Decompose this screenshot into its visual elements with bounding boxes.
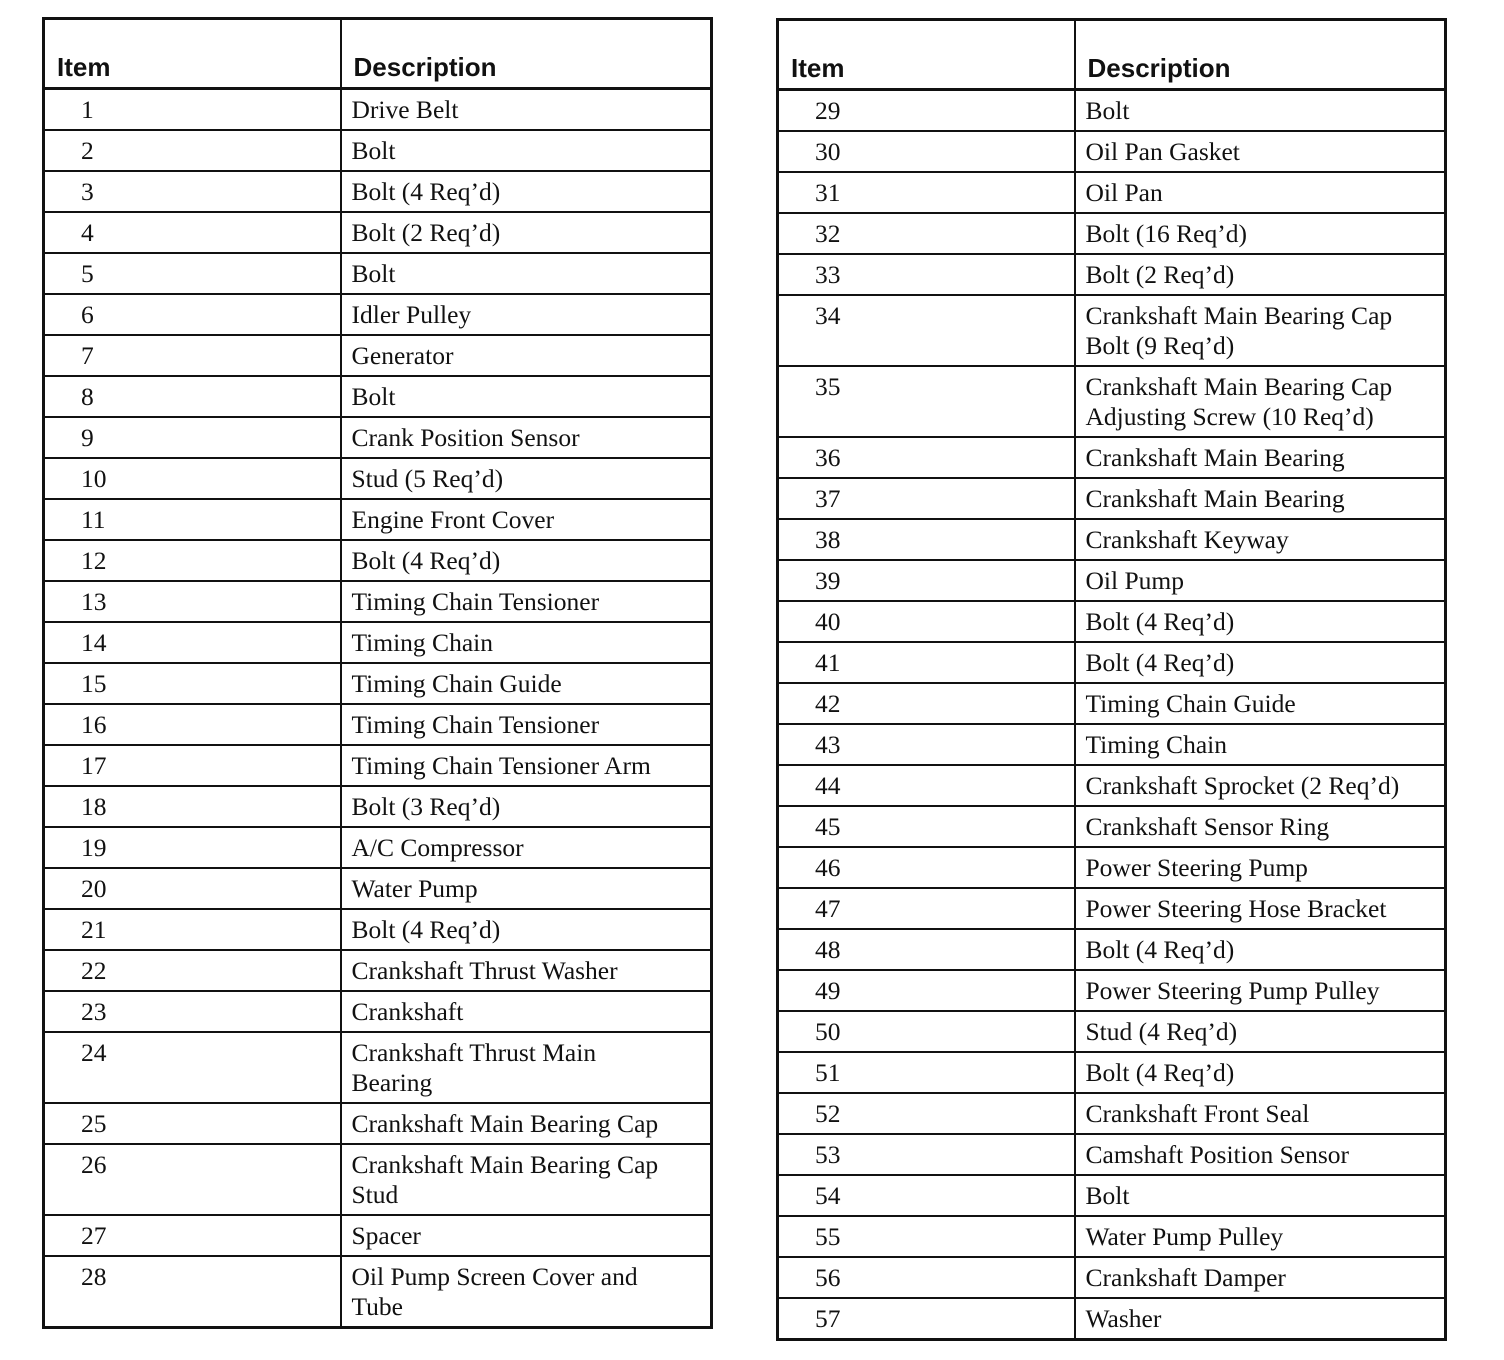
description-cell — [341, 1256, 712, 1328]
table-row — [44, 1144, 712, 1215]
table-row — [44, 868, 712, 909]
description-cell — [1075, 131, 1446, 172]
description-line: Oil Pan Gasket — [1085, 137, 1240, 166]
description-cell — [1075, 366, 1446, 437]
description-line: Crankshaft Sprocket (2 Req’d) — [1085, 771, 1400, 800]
item-number-cell: 16 — [44, 704, 341, 745]
description-cell — [1075, 806, 1446, 847]
table-row — [44, 294, 712, 335]
table-row — [44, 89, 712, 131]
table-row — [44, 663, 712, 704]
description-cell — [1075, 1298, 1446, 1340]
item-number-cell: 30 — [778, 131, 1075, 172]
item-number-cell: 18 — [44, 786, 341, 827]
item-number-cell: 14 — [44, 622, 341, 663]
item-number-cell: 39 — [778, 560, 1075, 601]
description-cell — [341, 786, 712, 827]
description-line: Timing Chain — [1085, 730, 1227, 759]
table-row — [44, 581, 712, 622]
description-cell — [341, 212, 712, 253]
description-line: Bolt — [1085, 1181, 1130, 1210]
table-row — [778, 683, 1446, 724]
item-number-cell: 32 — [778, 213, 1075, 254]
description-cell — [1075, 1011, 1446, 1052]
description-cell — [341, 827, 712, 868]
table-row — [44, 540, 712, 581]
item-number-cell: 8 — [44, 376, 341, 417]
description-cell — [341, 1032, 712, 1103]
description-cell — [341, 335, 712, 376]
table-row — [44, 171, 712, 212]
table-row — [778, 1134, 1446, 1175]
table-row — [44, 376, 712, 417]
description-cell — [1075, 213, 1446, 254]
item-number-cell: 11 — [44, 499, 341, 540]
description-cell — [341, 909, 712, 950]
table-row — [778, 970, 1446, 1011]
table-row — [44, 1032, 712, 1103]
item-number-cell: 54 — [778, 1175, 1075, 1216]
item-number-cell: 23 — [44, 991, 341, 1032]
description-line: Power Steering Pump — [1085, 853, 1308, 882]
table-row — [778, 765, 1446, 806]
description-line: Crankshaft Keyway — [1085, 525, 1289, 554]
item-number-cell: 42 — [778, 683, 1075, 724]
table-row — [778, 929, 1446, 970]
table-row — [778, 478, 1446, 519]
item-column-header: Item — [44, 19, 341, 89]
description-line: Crank Position Sensor — [351, 423, 580, 452]
item-number-cell: 26 — [44, 1144, 341, 1215]
description-cell — [1075, 560, 1446, 601]
item-number-cell: 15 — [44, 663, 341, 704]
description-cell — [341, 581, 712, 622]
table-row — [44, 1256, 712, 1328]
description-cell — [341, 540, 712, 581]
description-column-header: Description — [341, 19, 712, 89]
item-number-cell: 48 — [778, 929, 1075, 970]
item-number-cell: 51 — [778, 1052, 1075, 1093]
description-cell — [341, 663, 712, 704]
table-row — [778, 1175, 1446, 1216]
table-row — [44, 499, 712, 540]
description-line: Crankshaft Main Bearing — [1085, 443, 1345, 472]
description-line: Crankshaft Front Seal — [1085, 1099, 1310, 1128]
description-line: Bolt (4 Req’d) — [1085, 935, 1235, 964]
table-row — [44, 909, 712, 950]
item-number-cell: 50 — [778, 1011, 1075, 1052]
description-line: Timing Chain Tensioner — [351, 587, 600, 616]
item-number-cell: 24 — [44, 1032, 341, 1103]
item-number-cell: 27 — [44, 1215, 341, 1256]
description-line: Spacer — [351, 1221, 421, 1250]
item-number-cell: 17 — [44, 745, 341, 786]
description-line: Oil Pump — [1085, 566, 1184, 595]
item-number-cell: 45 — [778, 806, 1075, 847]
item-number-cell: 40 — [778, 601, 1075, 642]
description-line: Crankshaft Main Bearing Cap — [351, 1150, 659, 1179]
description-cell — [1075, 295, 1446, 366]
table-row — [778, 1216, 1446, 1257]
table-row — [44, 1103, 712, 1144]
description-line: Crankshaft Main Bearing Cap — [1085, 372, 1393, 401]
description-cell — [341, 622, 712, 663]
parts-table-right — [776, 18, 1447, 1341]
description-cell — [1075, 970, 1446, 1011]
description-cell — [341, 1144, 712, 1215]
description-cell — [1075, 1134, 1446, 1175]
table-row — [778, 254, 1446, 295]
item-number-cell: 55 — [778, 1216, 1075, 1257]
description-line: Timing Chain — [351, 628, 493, 657]
description-line: Bolt (4 Req’d) — [351, 177, 501, 206]
item-number-cell: 1 — [44, 89, 341, 131]
description-line: Crankshaft Main Bearing — [1085, 484, 1345, 513]
item-number-cell: 35 — [778, 366, 1075, 437]
description-line: Timing Chain Tensioner Arm — [351, 751, 651, 780]
description-line: Crankshaft Thrust Washer — [351, 956, 618, 985]
item-number-cell: 13 — [44, 581, 341, 622]
description-line: Timing Chain Guide — [1085, 689, 1296, 718]
item-number-cell: 28 — [44, 1256, 341, 1328]
description-cell — [1075, 172, 1446, 213]
description-cell — [341, 704, 712, 745]
description-line: A/C Compressor — [351, 833, 524, 862]
table-row — [44, 950, 712, 991]
description-line: Bolt (2 Req’d) — [1085, 260, 1235, 289]
description-cell — [1075, 601, 1446, 642]
description-line: Stud (4 Req’d) — [1085, 1017, 1238, 1046]
table-body — [778, 90, 1446, 1340]
table-row — [778, 724, 1446, 765]
description-line: Bolt — [351, 382, 396, 411]
description-cell — [341, 376, 712, 417]
table-row — [44, 991, 712, 1032]
description-line: Stud (5 Req’d) — [351, 464, 504, 493]
table-row — [778, 131, 1446, 172]
item-number-cell: 37 — [778, 478, 1075, 519]
table-header-row — [44, 19, 712, 89]
description-line: Bolt (4 Req’d) — [1085, 648, 1235, 677]
description-line: Camshaft Position Sensor — [1085, 1140, 1350, 1169]
description-line: Timing Chain Tensioner — [351, 710, 600, 739]
description-line: Stud — [351, 1180, 399, 1209]
table-row — [778, 847, 1446, 888]
description-line: Bolt (4 Req’d) — [351, 915, 501, 944]
description-cell — [1075, 847, 1446, 888]
item-number-cell: 22 — [44, 950, 341, 991]
description-line: Engine Front Cover — [351, 505, 555, 534]
table-row — [778, 601, 1446, 642]
table-body — [44, 89, 712, 1328]
description-line: Bolt (2 Req’d) — [351, 218, 501, 247]
description-line: Oil Pan — [1085, 178, 1163, 207]
table-row — [778, 888, 1446, 929]
description-line: Power Steering Pump Pulley — [1085, 976, 1380, 1005]
description-line: Bolt (4 Req’d) — [351, 546, 501, 575]
description-cell — [341, 991, 712, 1032]
description-line: Water Pump — [351, 874, 478, 903]
item-number-cell: 29 — [778, 90, 1075, 132]
table-row — [778, 560, 1446, 601]
table-row — [778, 366, 1446, 437]
item-number-cell: 9 — [44, 417, 341, 458]
description-cell — [341, 458, 712, 499]
description-line: Bolt (9 Req’d) — [1085, 331, 1235, 360]
description-cell — [341, 253, 712, 294]
description-line: Bolt — [1085, 96, 1130, 125]
item-number-cell: 49 — [778, 970, 1075, 1011]
table-header-row — [778, 20, 1446, 90]
item-number-cell: 34 — [778, 295, 1075, 366]
table-row — [778, 213, 1446, 254]
description-cell — [1075, 1093, 1446, 1134]
table-row — [778, 642, 1446, 683]
item-number-cell: 19 — [44, 827, 341, 868]
description-cell — [341, 868, 712, 909]
table-row — [44, 458, 712, 499]
item-number-cell: 21 — [44, 909, 341, 950]
description-line: Idler Pulley — [351, 300, 472, 329]
table-row — [778, 519, 1446, 560]
description-line: Adjusting Screw (10 Req’d) — [1085, 402, 1374, 431]
item-number-cell: 31 — [778, 172, 1075, 213]
table-row — [778, 90, 1446, 132]
description-cell — [1075, 929, 1446, 970]
table-row — [778, 1257, 1446, 1298]
description-line: Timing Chain Guide — [351, 669, 562, 698]
description-line: Crankshaft Thrust Main — [351, 1038, 597, 1067]
table-row — [44, 786, 712, 827]
item-number-cell: 2 — [44, 130, 341, 171]
table-row — [778, 1093, 1446, 1134]
table-row — [778, 295, 1446, 366]
description-column-header: Description — [1075, 20, 1446, 90]
description-cell — [1075, 1175, 1446, 1216]
description-cell — [341, 745, 712, 786]
table-row — [778, 1011, 1446, 1052]
description-cell — [1075, 1052, 1446, 1093]
description-line: Water Pump Pulley — [1085, 1222, 1284, 1251]
description-cell — [1075, 724, 1446, 765]
table-row — [44, 827, 712, 868]
table-row — [44, 704, 712, 745]
item-number-cell: 7 — [44, 335, 341, 376]
description-cell — [341, 950, 712, 991]
description-cell — [1075, 1257, 1446, 1298]
table-row — [778, 437, 1446, 478]
item-number-cell: 25 — [44, 1103, 341, 1144]
item-number-cell: 52 — [778, 1093, 1075, 1134]
description-cell — [341, 417, 712, 458]
description-cell — [1075, 683, 1446, 724]
description-line: Crankshaft Main Bearing Cap — [1085, 301, 1393, 330]
item-number-cell: 10 — [44, 458, 341, 499]
description-line: Drive Belt — [351, 95, 459, 124]
item-number-cell: 3 — [44, 171, 341, 212]
description-cell — [341, 1103, 712, 1144]
description-line: Generator — [351, 341, 454, 370]
table-row — [44, 130, 712, 171]
description-line: Bolt (4 Req’d) — [1085, 607, 1235, 636]
description-line: Crankshaft Sensor Ring — [1085, 812, 1330, 841]
description-line: Bolt — [351, 136, 396, 165]
description-line: Crankshaft — [351, 997, 464, 1026]
description-cell — [1075, 1216, 1446, 1257]
description-cell — [341, 294, 712, 335]
description-line: Crankshaft Damper — [1085, 1263, 1286, 1292]
description-cell — [1075, 437, 1446, 478]
item-number-cell: 33 — [778, 254, 1075, 295]
item-column-header: Item — [778, 20, 1075, 90]
table-row — [44, 335, 712, 376]
item-number-cell: 46 — [778, 847, 1075, 888]
description-cell — [341, 1215, 712, 1256]
description-line: Power Steering Hose Bracket — [1085, 894, 1387, 923]
parts-table-left — [42, 17, 713, 1329]
table-row — [44, 745, 712, 786]
item-number-cell: 36 — [778, 437, 1075, 478]
description-cell — [1075, 254, 1446, 295]
item-number-cell: 53 — [778, 1134, 1075, 1175]
table-row — [44, 1215, 712, 1256]
description-cell — [1075, 765, 1446, 806]
description-cell — [1075, 519, 1446, 560]
table-row — [778, 1052, 1446, 1093]
item-number-cell: 44 — [778, 765, 1075, 806]
item-number-cell: 56 — [778, 1257, 1075, 1298]
item-number-cell: 20 — [44, 868, 341, 909]
description-cell — [1075, 888, 1446, 929]
description-cell — [1075, 642, 1446, 683]
table-row — [778, 1298, 1446, 1340]
description-line: Bearing — [351, 1068, 433, 1097]
table-row — [778, 806, 1446, 847]
description-cell — [341, 130, 712, 171]
description-line: Washer — [1085, 1304, 1162, 1333]
table-row — [44, 417, 712, 458]
item-number-cell: 47 — [778, 888, 1075, 929]
item-number-cell: 5 — [44, 253, 341, 294]
description-line: Bolt — [351, 259, 396, 288]
table-row — [44, 622, 712, 663]
description-cell — [341, 89, 712, 131]
description-line: Bolt (4 Req’d) — [1085, 1058, 1235, 1087]
table-row — [778, 172, 1446, 213]
item-number-cell: 4 — [44, 212, 341, 253]
description-cell — [1075, 90, 1446, 132]
table-row — [44, 212, 712, 253]
description-line: Bolt (16 Req’d) — [1085, 219, 1247, 248]
item-number-cell: 57 — [778, 1298, 1075, 1340]
description-cell — [341, 499, 712, 540]
description-line: Tube — [351, 1292, 403, 1321]
description-line: Bolt (3 Req’d) — [351, 792, 501, 821]
description-line: Oil Pump Screen Cover and — [351, 1262, 638, 1291]
table-row — [44, 253, 712, 294]
item-number-cell: 38 — [778, 519, 1075, 560]
item-number-cell: 43 — [778, 724, 1075, 765]
description-cell — [1075, 478, 1446, 519]
item-number-cell: 41 — [778, 642, 1075, 683]
item-number-cell: 6 — [44, 294, 341, 335]
description-line: Crankshaft Main Bearing Cap — [351, 1109, 659, 1138]
description-cell — [341, 171, 712, 212]
item-number-cell: 12 — [44, 540, 341, 581]
